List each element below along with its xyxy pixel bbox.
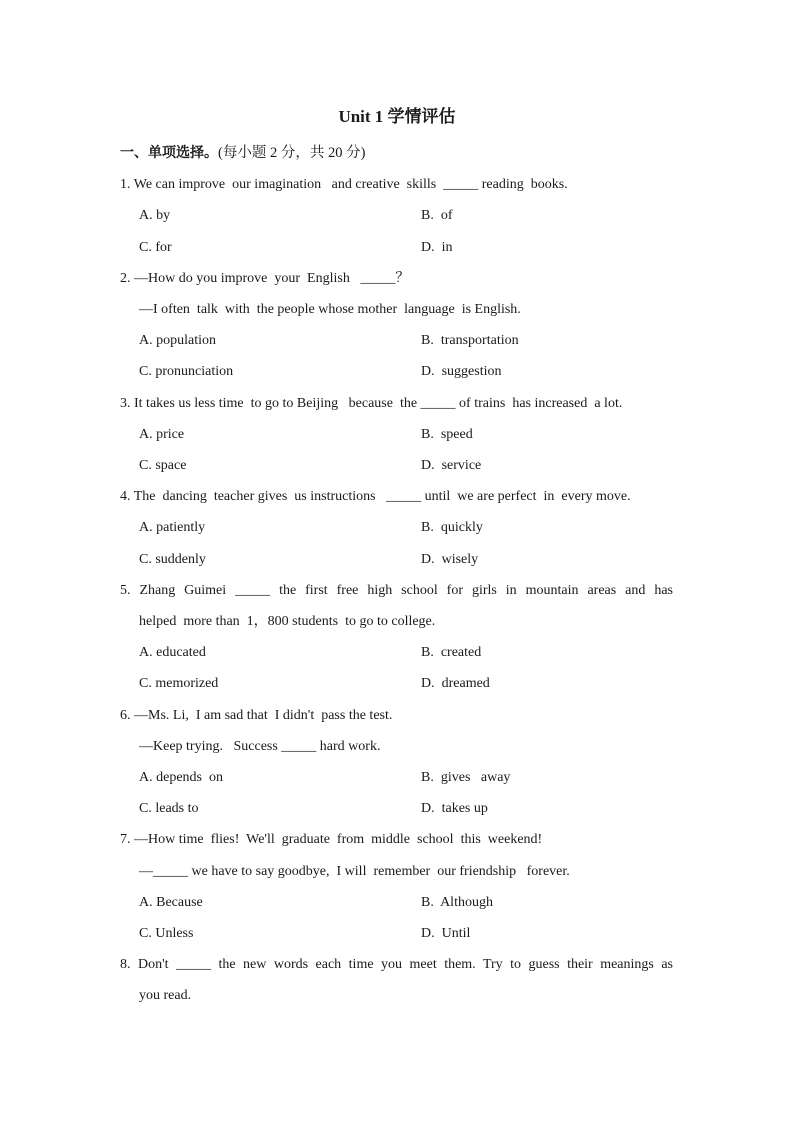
question-8-stem: 8. Don't _____ the new words each time you meet them. Try to guess their meanings as [120, 957, 673, 972]
question-7-option-c: C. Unless [139, 926, 194, 941]
question-7-option-a: A. Because [139, 895, 203, 910]
question-7-continuation: —_____ we have to say goodbye, I will remember our friendship forever. [139, 864, 570, 879]
section-label: 一、单项选择。 [120, 145, 218, 161]
question-3-option-c: C. space [139, 458, 187, 473]
question-6-option-c: C. leads to [139, 801, 199, 816]
question-5-option-d: D. dreamed [421, 676, 490, 691]
question-2-continuation: —I often talk with the people whose mother language is English. [139, 302, 521, 317]
question-2-option-a: A. population [139, 333, 216, 348]
question-1-option-b: B. of [421, 208, 453, 223]
question-4-option-c: C. suddenly [139, 552, 206, 567]
question-5-option-a: A. educated [139, 645, 206, 660]
question-7-stem: 7. —How time flies! We'll graduate from middle school this weekend! [120, 832, 543, 847]
question-3-stem: 3. It takes us less time to go to Beijing because the _____ of trains has increased a lot. [120, 396, 623, 411]
question-8-continuation: you read. [139, 988, 192, 1003]
question-6-option-d: D. takes up [421, 801, 488, 816]
question-5-option-c: C. memorized [139, 676, 219, 691]
question-7-option-d: D. Until [421, 926, 471, 941]
question-4-stem: 4. The dancing teacher gives us instructions _____ until we are perfect in every move. [120, 489, 631, 504]
question-1-option-d: D. in [421, 240, 453, 255]
question-7-option-b: B. Although [421, 895, 493, 910]
question-6-option-a: A. depends on [139, 770, 223, 785]
question-5-continuation: helped more than 1，800 students to go to college. [139, 614, 436, 629]
question-3-option-a: A. price [139, 427, 185, 442]
question-5-option-b: B. created [421, 645, 482, 660]
question-5-stem: 5. Zhang Guimei _____ the first free high school for girls in mountain areas and has [120, 583, 673, 598]
question-6-continuation: —Keep trying. Success _____ hard work. [139, 739, 381, 754]
question-1-stem: 1. We can improve our imagination and creative skills _____ reading books. [120, 177, 568, 192]
section-heading [120, 142, 365, 164]
question-6-option-b: B. gives away [421, 770, 511, 785]
question-3-option-d: D. service [421, 458, 482, 473]
question-6-stem: 6. —Ms. Li, I am sad that I didn't pass the test. [120, 708, 393, 723]
question-3-option-b: B. speed [421, 427, 473, 442]
question-2-stem: 2. —How do you improve your English _____？ [120, 271, 410, 286]
question-4-option-d: D. wisely [421, 552, 479, 567]
section-note: (每小题 2 分，共 20 分) [218, 145, 366, 161]
question-1-option-c: C. for [139, 240, 172, 255]
question-1-option-a: A. by [139, 208, 171, 223]
question-4-option-b: B. quickly [421, 520, 483, 535]
question-2-option-d: D. suggestion [421, 364, 502, 379]
question-4-option-a: A. patiently [139, 520, 206, 535]
page-title: Unit 1 学情评估 [338, 107, 456, 126]
question-2-option-b: B. transportation [421, 333, 519, 348]
question-2-option-c: C. pronunciation [139, 364, 234, 379]
